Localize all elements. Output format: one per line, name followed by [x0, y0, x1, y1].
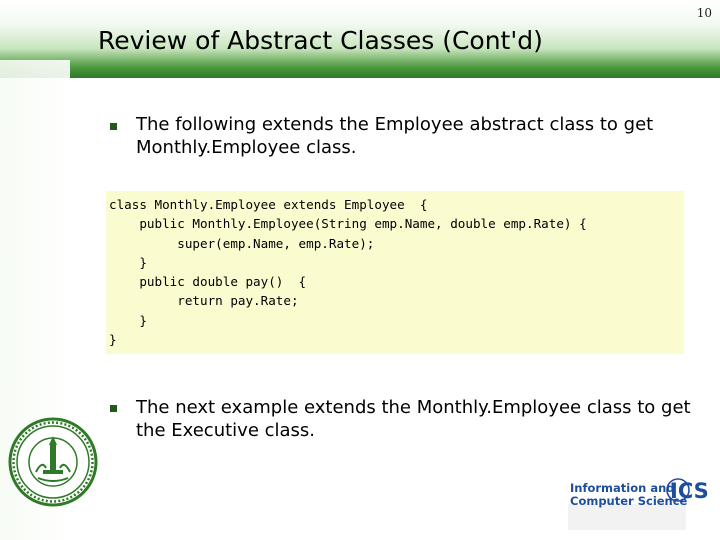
bullet-text-1: The following extends the Employee abstract class to get Monthly.Employee class.	[136, 114, 654, 158]
university-seal-icon	[8, 412, 98, 508]
logo-line2: Computer Science	[570, 494, 688, 508]
square-bullet-icon	[110, 123, 117, 130]
bullet-text-2: The next example extends the Monthly.Employee class to get the Executive class.	[136, 397, 691, 441]
code-block	[106, 191, 684, 354]
slide-title: Review of Abstract Classes (Cont'd)	[98, 26, 543, 55]
logo-line1: Information and	[570, 481, 675, 495]
ics-logo	[566, 474, 714, 534]
logo-initials: ICS	[670, 479, 709, 503]
square-bullet-icon	[110, 405, 117, 412]
code-text: class Monthly.Employee extends Employee { public Monthly.Employee(String emp.Name, double emp.Rate) { super(emp.Name, emp.Rate); } public double pay() { return pay.Rate; } }	[109, 197, 587, 348]
slide-number: 10	[696, 6, 712, 20]
